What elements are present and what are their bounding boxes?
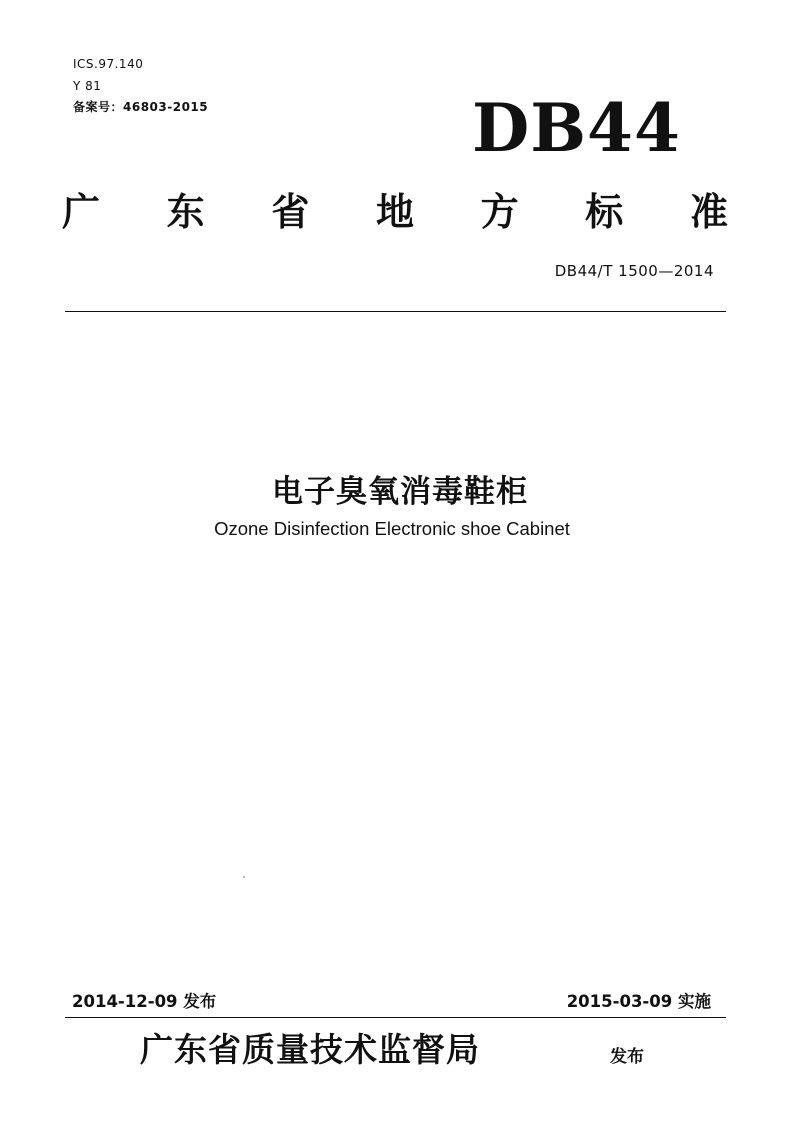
filing-number: 备案号：46803-2015 <box>73 100 209 114</box>
scan-speck <box>243 876 245 878</box>
standard-type-char: 广 <box>62 189 101 234</box>
standard-type-char: 省 <box>271 189 310 234</box>
standard-type-char: 东 <box>166 189 205 234</box>
issuing-authority: 广东省质量技术监督局 <box>140 1030 480 1069</box>
standard-type-char: 地 <box>375 189 414 234</box>
standard-number: DB44/T 1500—2014 <box>554 262 714 280</box>
ics-code: ICS.97.140 <box>73 57 144 71</box>
standard-type-heading <box>62 180 728 236</box>
publish-label: 发布 <box>610 1047 644 1067</box>
standard-type-char: 标 <box>585 189 624 234</box>
title-english: Ozone Disinfection Electronic shoe Cabinet <box>214 518 570 539</box>
title-chinese: 电子臭氧消毒鞋柜 <box>272 474 528 510</box>
standard-type-char: 方 <box>480 189 519 234</box>
standard-type-char: 准 <box>689 189 728 234</box>
top-divider <box>65 311 726 312</box>
db-code-logo: DB44 <box>472 89 681 167</box>
implementation-date: 2015-03-09 实施 <box>566 992 711 1011</box>
bottom-divider <box>65 1017 726 1018</box>
ccs-code: Y 81 <box>73 79 102 93</box>
issue-date: 2014-12-09 发布 <box>72 992 217 1011</box>
